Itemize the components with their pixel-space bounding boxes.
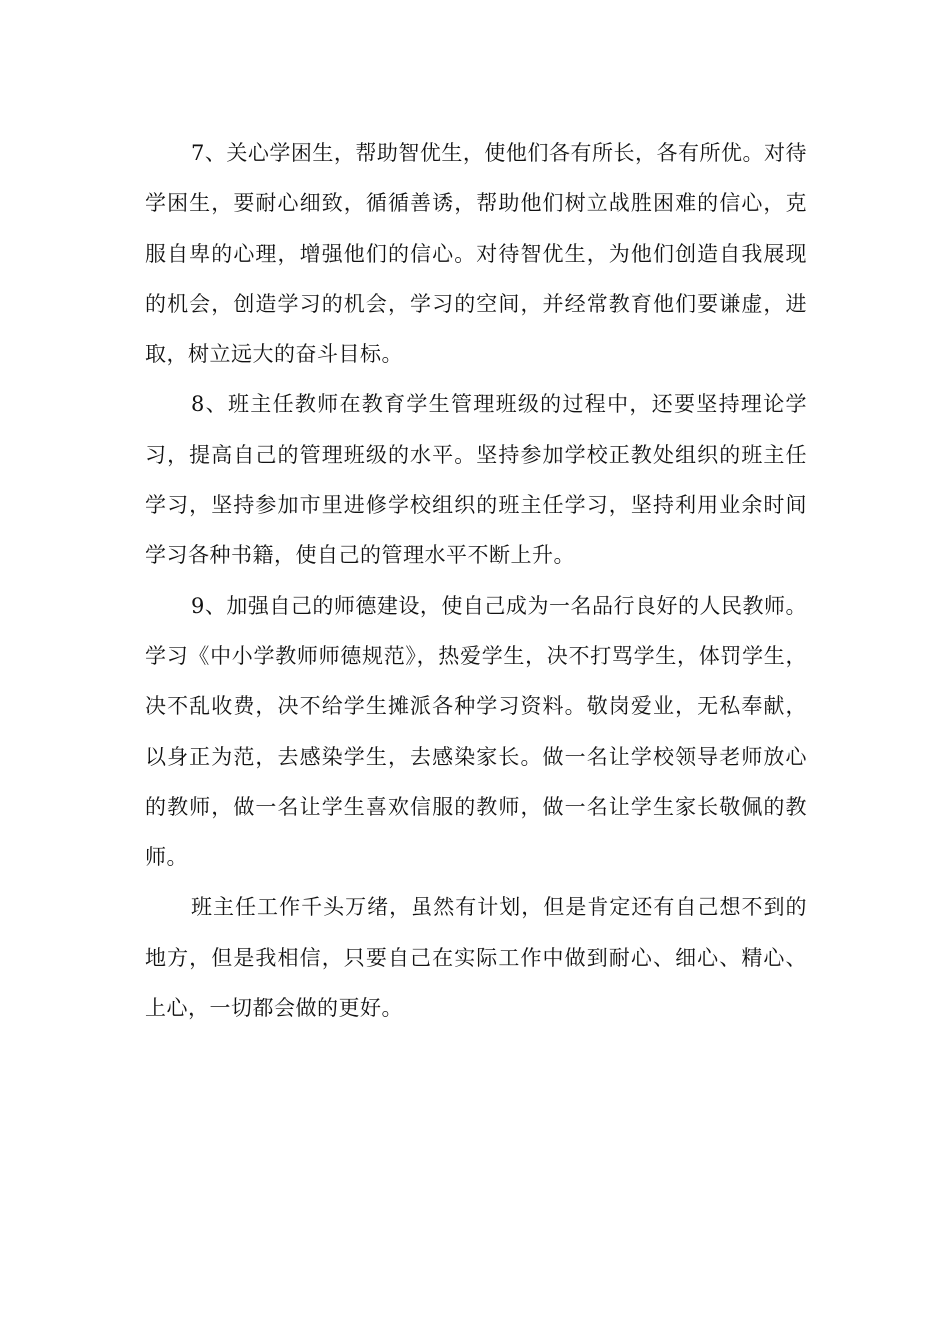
paragraph-item-8: 8、班主任教师在教育学生管理班级的过程中，还要坚持理论学习，提高自己的管理班级的水平。坚持参加学校正教处组织的班主任学习，坚持参加市里进修学校组织的班主任学习，坚持利用业余时间学习各种书籍，使自己的管理水平不断上升。 <box>145 392 807 568</box>
paragraph-item-9: 9、加强自己的师德建设，使自己成为一名品行良好的人民教师。学习《中小学教师师德规范》，热爱学生，决不打骂学生，体罚学生，决不乱收费，决不给学生摊派各种学习资料。敬岗爱业，无私奉献，以身正为范，去感染学生，去感染家长。做一名让学校领导老师放心的教师，做一名让学生喜欢信服的教师，做一名让学生家长敬佩的教师。 <box>145 593 807 870</box>
paragraph-conclusion: 班主任工作千头万绪，虽然有计划，但是肯定还有自己想不到的地方，但是我相信，只要自己在实际工作中做到耐心、细心、精心、上心，一切都会做的更好。 <box>145 895 807 1021</box>
paragraph-item-7: 7、关心学困生，帮助智优生，使他们各有所长，各有所优。对待学困生，要耐心细致，循循善诱，帮助他们树立战胜困难的信心，克服自卑的心理，增强他们的信心。对待智优生，为他们创造自我展现的机会，创造学习的机会，学习的空间，并经常教育他们要谦虚，进取，树立远大的奋斗目标。 <box>145 141 807 367</box>
document-body <box>145 128 807 1033</box>
